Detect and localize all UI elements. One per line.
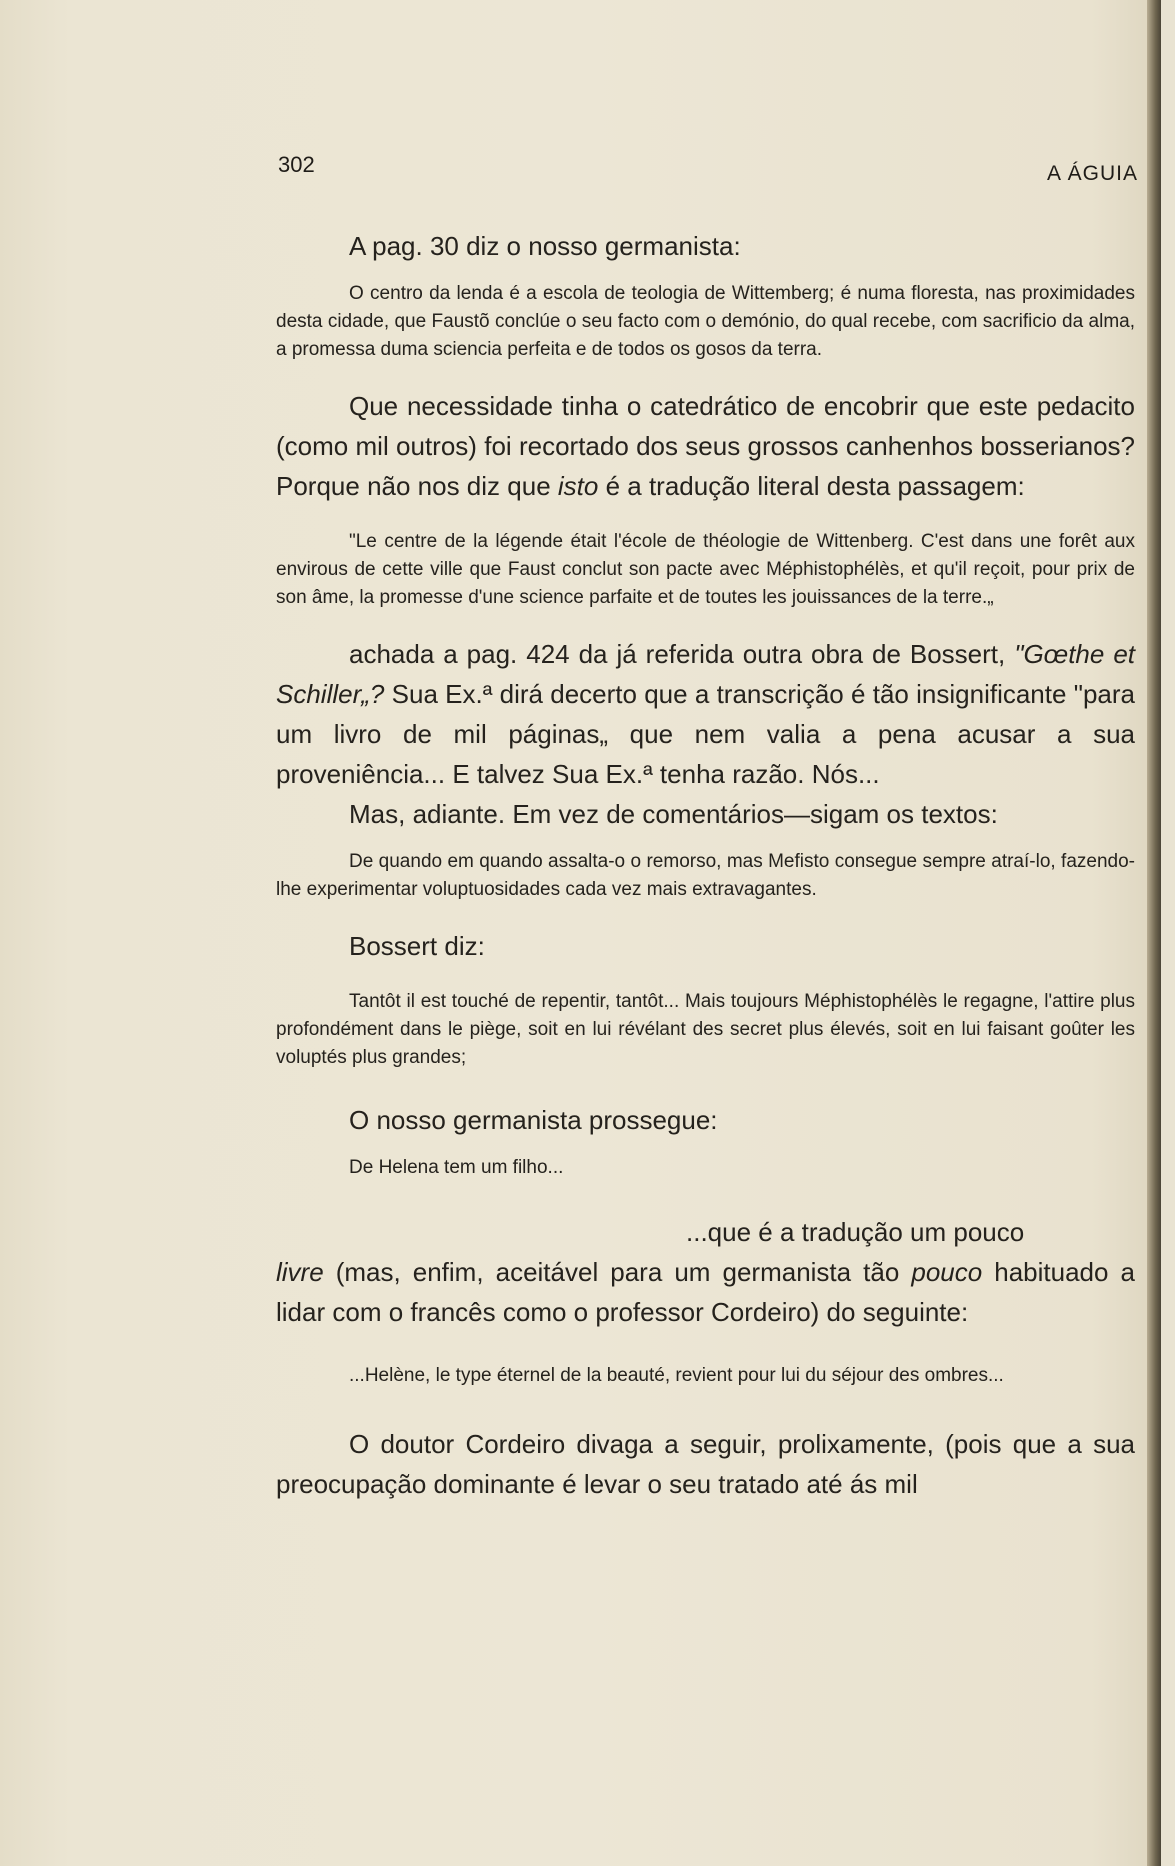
paragraph-source [276,634,1135,794]
paragraph-question [276,386,1135,506]
paragraph-traducao [276,1212,1135,1332]
paragraph-traducao-end: habituado a lidar com o francês como o professor Cordeiro) do seguinte: [276,1257,1135,1327]
quote-bossert-1: "Le centre de la légende était l'école de théologie de Wittenberg. C'est dans une forêt aux envirous de cette ville que Faust conclut son pacte avec Méphistophélès, et qu'il reçoit, pour prix de son âme, la promesse d'une science parfaite et de toutes les jouissances de la terre.„ [276,531,1135,608]
journal-title: A ÁGUIA [1046,162,1138,185]
page-edge-shadow [1147,0,1161,1866]
paragraph-prossegue: O nosso germanista prossegue: [349,1105,718,1135]
emphasis-pouco: pouco [911,1257,983,1287]
paragraph-adiante: Mas, adiante. Em vez de comentários—sigam os textos: [349,799,998,829]
quote-bossert-3: ...Helène, le type éternel de la beauté, revient pour lui du séjour des ombres... [349,1365,1004,1386]
paragraph-source-text: achada a pag. 424 da já referida outra obra de Bossert, [349,639,1006,669]
paragraph-traducao-lead: ...que é a tradução um pouco [686,1217,1025,1247]
quote-cordeiro-2: De quando em quando assalta-o o remorso, mas Mefisto consegue sempre atraí-lo, fazendo-lhe experimentar voluptuosidades cada vez mais extravagantes. [276,851,1135,900]
paragraph-source-end: Sua Ex.ª dirá decerto que a transcrição é tão insignificante "para um livro de mil páginas„ que nem valia a pena acusar a sua proveniência... E talvez Sua Ex.ª tenha razão. Nós... [276,679,1135,789]
page-content [276,226,1135,1504]
paragraph-question-text: Que necessidade tinha o catedrático de encobrir que este pedacito (como mil outros) foi recortado dos seus grossos canhenhos bosserianos? Porque não nos diz que [276,391,1135,501]
quote-bossert-2: Tantôt il est touché de repentir, tantôt... Mais toujours Méphistophélès le regagne, l'attire plus profondément dans le piège, soit en lui révélant des secret plus élevés, soit en lui faisant goûter les voluptés plus grandes; [276,991,1135,1068]
paragraph-bossert-diz: Bossert diz: [349,931,485,961]
paragraph-intro: A pag. 30 diz o nosso germanista: [349,231,741,261]
emphasis-livre: livre [276,1257,324,1287]
quote-cordeiro-1: O centro da lenda é a escola de teologia de Wittemberg; é numa floresta, nas proximidades desta cidade, que Faustõ conclúe o seu facto com o demónio, do qual recebe, com sacrificio da alma, a promessa duma sciencia perfeita e de todos os gosos da terra. [276,283,1135,360]
paragraph-question-end: é a tradução literal desta passagem: [605,471,1025,501]
running-head [278,152,1138,188]
quote-cordeiro-3: De Helena tem um filho... [349,1157,564,1178]
page-number: 302 [278,152,315,177]
paragraph-divaga: O doutor Cordeiro divaga a seguir, prolixamente, (pois que a sua preocupação dominante é levar o seu tratado até ás mil [276,1429,1135,1499]
paragraph-traducao-mid: (mas, enfim, aceitável para um germanista tão [335,1257,900,1287]
book-title-reference: "Gœthe et Schiller„? [276,639,1135,709]
paragraph-question-emphasis: isto [557,471,599,501]
